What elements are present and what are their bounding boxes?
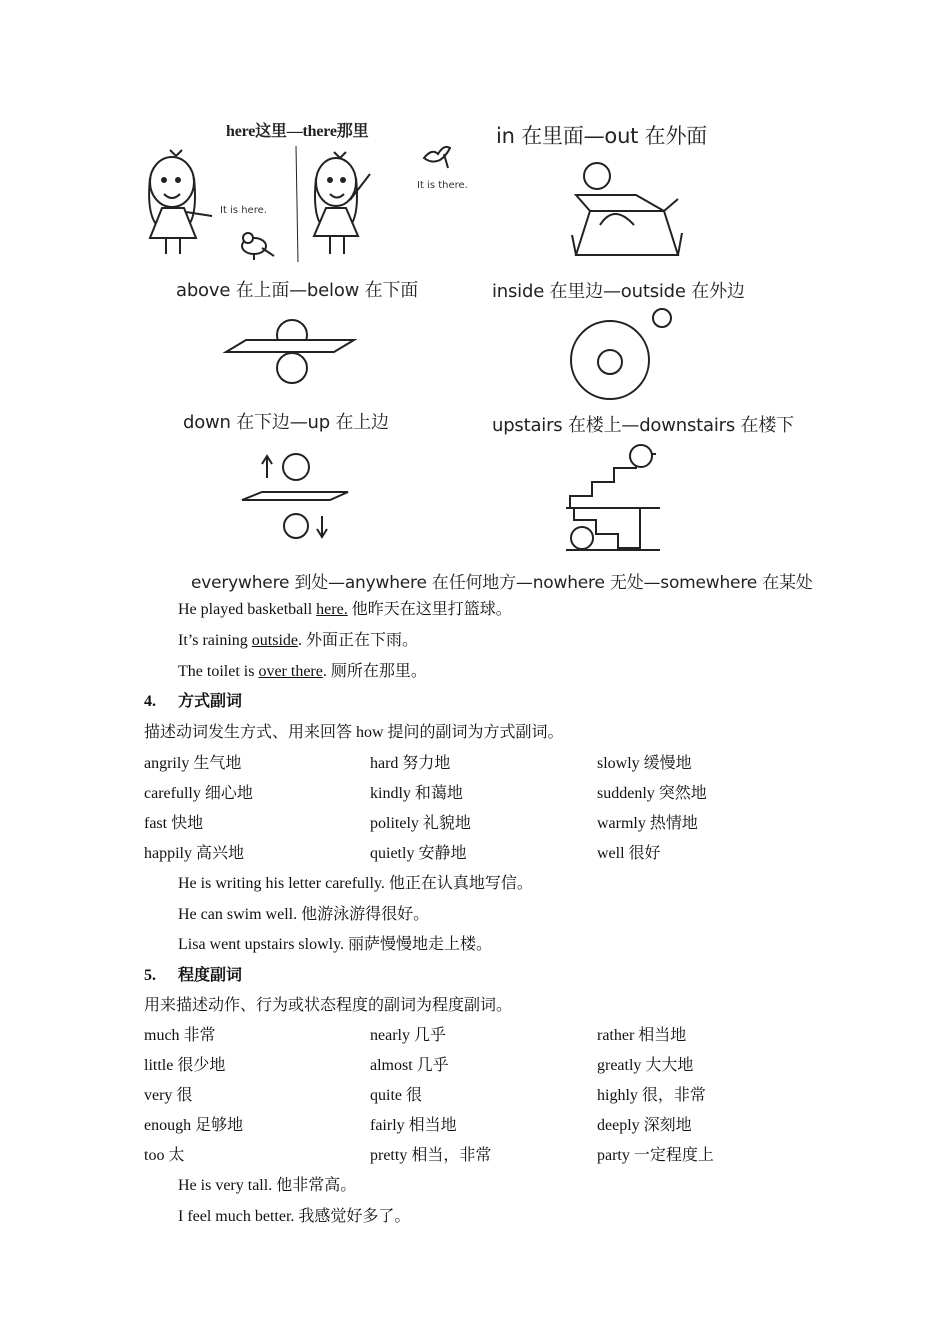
label-upstairs-downstairs: upstairs 在楼上—downstairs 在楼下 — [492, 415, 794, 436]
caption-it-is-there: It is there. — [417, 180, 468, 191]
place-example-3: The toilet is over there. 厕所在那里。 — [178, 663, 427, 680]
circle-inside-outside-icon — [571, 309, 671, 399]
girl-pointing-there-icon — [314, 152, 370, 254]
word-cell: very 很 — [144, 1087, 193, 1104]
caption-it-is-here: It is here. — [220, 205, 267, 216]
word-cell: enough 足够地 — [144, 1117, 244, 1134]
box-in-out-icon — [572, 163, 682, 255]
section-5-example-1: He is very tall. 他非常高。 — [178, 1177, 357, 1194]
word-cell: hard 努力地 — [370, 755, 451, 772]
section-5-description: 用来描述动作、行为或状态程度的副词为程度副词。 — [144, 997, 513, 1014]
label-inside-outside: inside 在里边—outside 在外边 — [492, 281, 745, 302]
word-cell: pretty 相当，非常 — [370, 1147, 492, 1164]
label-dash: — — [286, 123, 303, 140]
section-5-example-2: I feel much better. 我感觉好多了。 — [178, 1208, 411, 1225]
label-there-zh: 那里 — [336, 123, 369, 140]
illustration-drawings — [0, 0, 950, 600]
word-cell: deeply 深刻地 — [597, 1117, 692, 1134]
word-cell: angrily 生气地 — [144, 755, 242, 772]
word-cell: rather 相当地 — [597, 1027, 687, 1044]
word-cell: fast 快地 — [144, 815, 204, 832]
word-cell: quite 很 — [370, 1087, 422, 1104]
label-in-out: in 在里面—out 在外面 — [496, 124, 708, 148]
here-there-title — [226, 118, 368, 141]
place-example-1: He played basketball here. 他昨天在这里打篮球。 — [178, 601, 512, 618]
word-cell: quietly 安静地 — [370, 845, 467, 862]
word-cell: too 太 — [144, 1147, 185, 1164]
word-cell: party 一定程度上 — [597, 1147, 714, 1164]
section-4-description: 描述动词发生方式、用来回答 how 提问的副词为方式副词。 — [144, 724, 564, 741]
word-cell: slowly 缓慢地 — [597, 755, 692, 772]
word-cell: kindly 和蔼地 — [370, 785, 463, 802]
section-4-example-3: Lisa went upstairs slowly. 丽萨慢慢地走上楼。 — [178, 936, 493, 953]
word-cell: greatly 大大地 — [597, 1057, 694, 1074]
section-4-heading: 4. 方式副词 — [144, 693, 243, 710]
girl-pointing-here-icon — [149, 150, 212, 254]
word-cell: little 很少地 — [144, 1057, 226, 1074]
word-cell: nearly 几乎 — [370, 1027, 446, 1044]
word-cell: almost 几乎 — [370, 1057, 449, 1074]
word-cell: well 很好 — [597, 845, 661, 862]
label-everywhere: everywhere 到处—anywhere 在任何地方—nowhere 无处—somewhere 在某处 — [191, 573, 813, 593]
section-5-heading: 5. 程度副词 — [144, 967, 243, 984]
label-here: here — [226, 123, 256, 140]
section-4-example-1: He is writing his letter carefully. 他正在认真地写信。 — [178, 875, 533, 892]
word-cell: warmly 热情地 — [597, 815, 698, 832]
word-cell: highly 很，非常 — [597, 1087, 706, 1104]
place-example-2: It’s raining outside. 外面正在下雨。 — [178, 632, 418, 649]
section-4-example-2: He can swim well. 他游泳游得很好。 — [178, 906, 430, 923]
label-down-up: down 在下边—up 在上边 — [183, 412, 389, 433]
word-cell: fairly 相当地 — [370, 1117, 457, 1134]
label-there: there — [302, 123, 337, 140]
word-cell: happily 高兴地 — [144, 845, 244, 862]
plane-down-up-icon — [242, 454, 348, 538]
label-here-zh: 这里 — [255, 123, 287, 140]
bird-there-icon — [424, 147, 450, 168]
label-above-below: above 在上面—below 在下面 — [176, 280, 419, 301]
word-cell: carefully 细心地 — [144, 785, 253, 802]
bird-here-icon — [242, 233, 274, 260]
stairs-upstairs-downstairs-icon — [566, 445, 660, 550]
word-cell: much 非常 — [144, 1027, 216, 1044]
plane-above-below-icon — [226, 320, 354, 383]
word-cell: suddenly 突然地 — [597, 785, 707, 802]
word-cell: politely 礼貌地 — [370, 815, 471, 832]
adverb-illustration — [0, 0, 950, 600]
